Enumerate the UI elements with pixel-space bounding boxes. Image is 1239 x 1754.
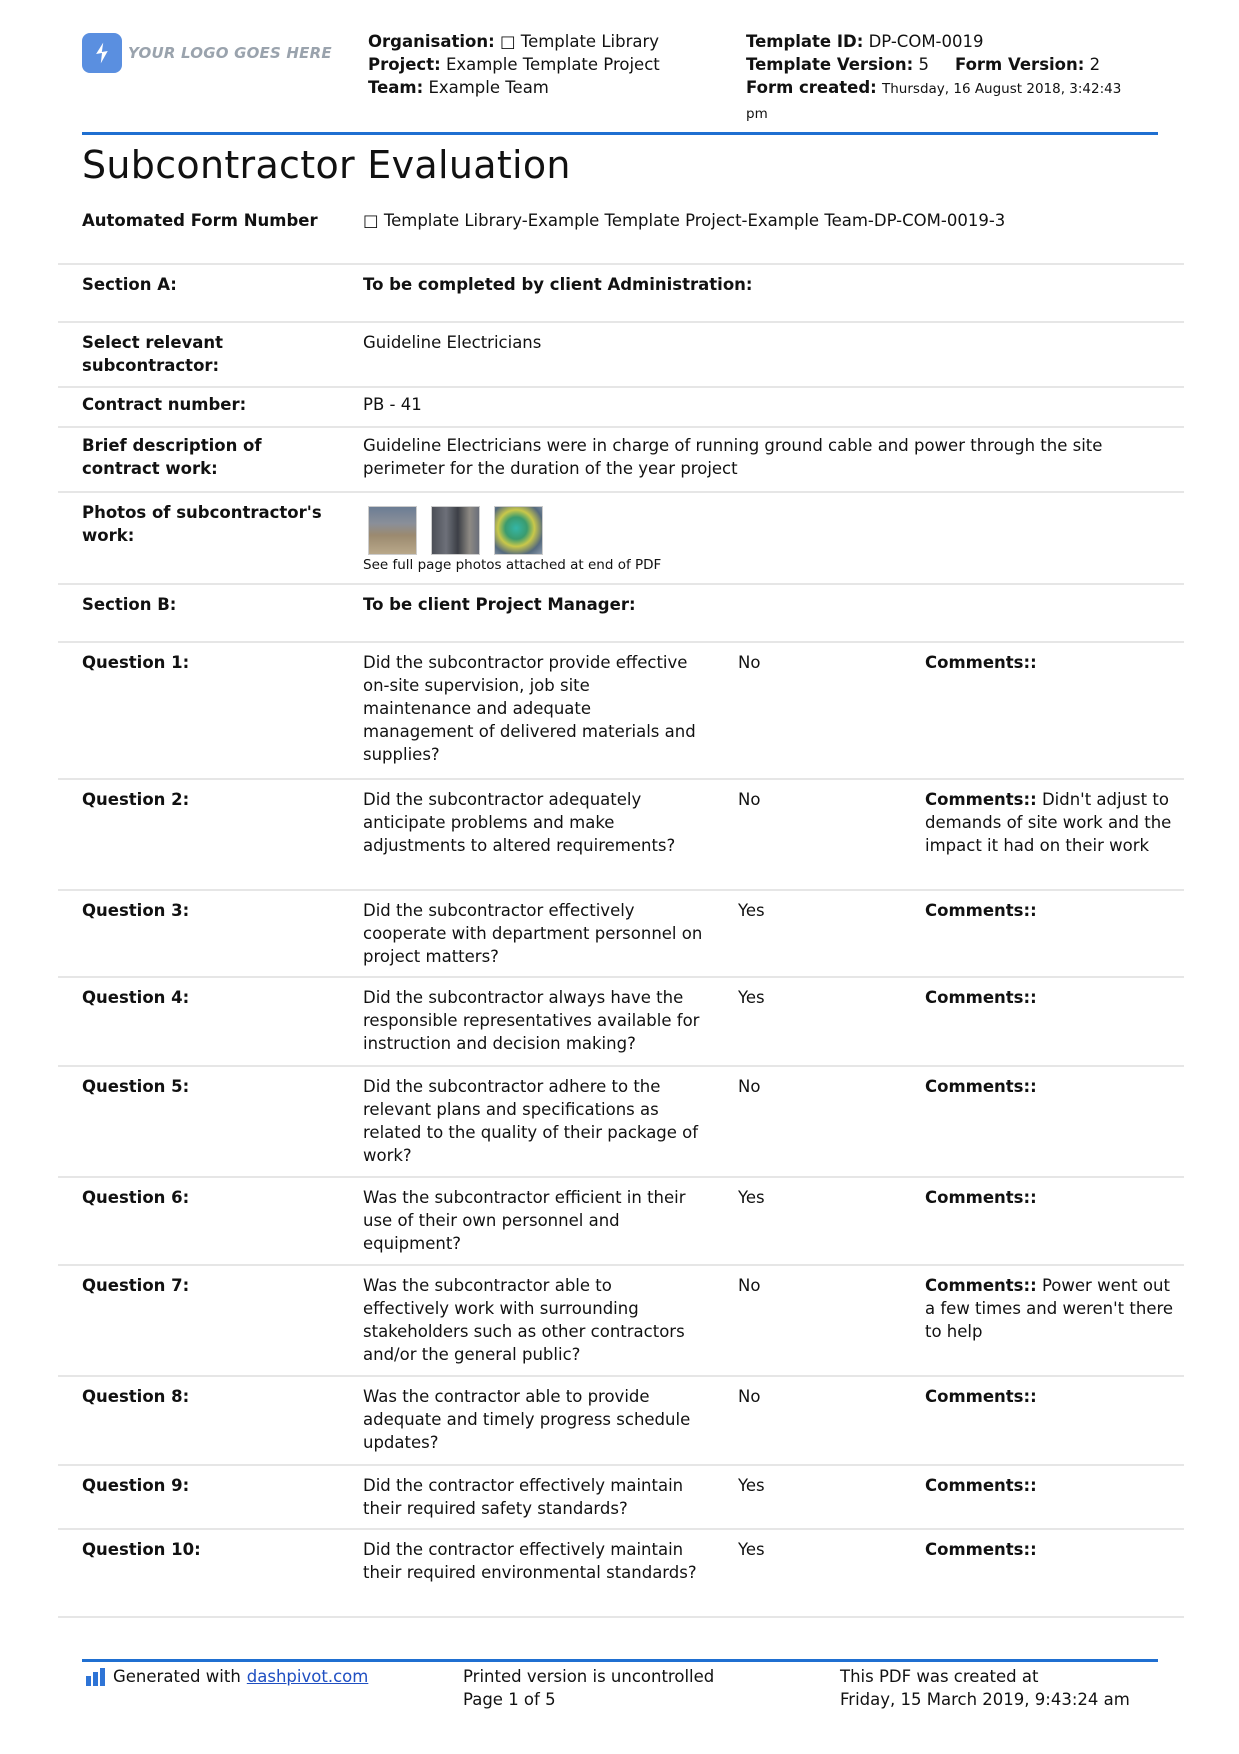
question-answer: Yes: [738, 1540, 765, 1559]
question-row-4: [58, 978, 1184, 1067]
question-text: Was the subcontractor able to effectively work with surrounding stakeholders such as other contractors and/or the general public?: [363, 1276, 685, 1364]
question-row-2: [58, 780, 1184, 891]
question-label: Question 10:: [82, 1540, 201, 1559]
company-logo: [82, 33, 332, 73]
template-info: [746, 30, 1146, 126]
generated-text: Generated with: [113, 1667, 241, 1686]
comments-label: Comments::: [925, 653, 1037, 672]
field-label: Brief description of contract work:: [82, 436, 262, 478]
comments-label: Comments::: [925, 1188, 1037, 1207]
field-value: PB - 41: [363, 395, 422, 414]
question-answer: Yes: [738, 1188, 765, 1207]
field-row-subcontractor: [58, 323, 1184, 388]
question-label: Question 4:: [82, 988, 190, 1007]
question-label: Question 2:: [82, 790, 190, 809]
photo-thumbnail[interactable]: [494, 506, 543, 555]
dashpivot-icon: [86, 1668, 105, 1686]
question-label: Question 6:: [82, 1188, 190, 1207]
question-comments: [925, 1274, 1175, 1343]
question-text: Did the subcontractor always have the responsible representatives available for instruction and decision making?: [363, 988, 700, 1053]
form-created-label: Form created:: [746, 78, 877, 97]
row-divider: [58, 1616, 1184, 1618]
comments-label: Comments::: [925, 1077, 1037, 1096]
form-version-value: 2: [1089, 55, 1101, 74]
question-row-10: [58, 1530, 1184, 1618]
comments-label: Comments::: [925, 1276, 1037, 1295]
field-value: Guideline Electricians: [363, 333, 542, 352]
comments-label: Comments::: [925, 901, 1037, 920]
project-label: Project:: [368, 55, 441, 74]
question-label: Question 9:: [82, 1476, 190, 1495]
photo-note: See full page photos attached at end of PDF: [363, 557, 662, 573]
question-comments: [925, 1385, 1175, 1408]
question-comments: [925, 986, 1175, 1009]
field-label: Select relevant subcontractor:: [82, 333, 224, 375]
template-id-value: DP-COM-0019: [868, 32, 984, 51]
organisation-info: [368, 30, 660, 99]
logo-text: YOUR LOGO GOES HERE: [128, 44, 332, 62]
team-value: Example Team: [428, 78, 549, 97]
footer-generated: [86, 1665, 368, 1688]
comments-text: Power went out a few times and weren't there to help: [925, 1276, 1174, 1341]
team-label: Team:: [368, 78, 424, 97]
organisation-value: □ Template Library: [499, 32, 660, 51]
question-text: Did the subcontractor effectively cooperate with department personnel on project matters?: [363, 901, 703, 966]
question-row-5: [58, 1067, 1184, 1178]
footer-page-info: [463, 1665, 714, 1711]
form-version-label: Form Version:: [954, 55, 1085, 74]
template-version-label: Template Version:: [746, 55, 914, 74]
form-created-value: Thursday, 16 August 2018, 3:42:43 pm: [746, 81, 1122, 122]
question-text: Did the contractor effectively maintain their required environmental standards?: [363, 1540, 697, 1582]
comments-label: Comments::: [925, 1387, 1037, 1406]
project-value: Example Template Project: [445, 55, 660, 74]
question-text: Did the subcontractor adhere to the relevant plans and specifications as related to the quality of their package of work?: [363, 1077, 699, 1165]
created-date: Friday, 15 March 2019, 9:43:24 am: [840, 1690, 1130, 1709]
field-value: □ Template Library-Example Template Project-Example Team-DP-COM-0019-3: [363, 211, 1006, 230]
header-divider: [82, 132, 1158, 135]
question-label: Question 5:: [82, 1077, 190, 1096]
template-id-label: Template ID:: [746, 32, 864, 51]
question-comments: [925, 1075, 1175, 1098]
field-label: Section B:: [82, 595, 177, 614]
question-label: Question 8:: [82, 1387, 190, 1406]
question-answer: No: [738, 653, 761, 672]
question-comments: [925, 651, 1175, 674]
question-row-6: [58, 1178, 1184, 1266]
comments-label: Comments::: [925, 1540, 1037, 1559]
page-number: Page 1 of 5: [463, 1690, 556, 1709]
question-row-3: [58, 891, 1184, 978]
organisation-label: Organisation:: [368, 32, 495, 51]
question-answer: No: [738, 1387, 761, 1406]
question-answer: Yes: [738, 1476, 765, 1495]
created-prefix: This PDF was created at: [840, 1667, 1039, 1686]
question-row-1: [58, 643, 1184, 780]
question-row-8: [58, 1377, 1184, 1466]
question-comments: [925, 899, 1175, 922]
question-answer: No: [738, 790, 761, 809]
footer-divider: [82, 1659, 1158, 1662]
question-comments: [925, 1538, 1175, 1561]
question-text: Did the subcontractor provide effective on-site supervision, job site maintenance and adequate management of delivered materials and supplies?: [363, 653, 696, 764]
photo-thumbnail[interactable]: [431, 506, 480, 555]
question-row-9: [58, 1466, 1184, 1530]
field-label: Section A:: [82, 275, 177, 294]
field-row-photos: [58, 493, 1184, 585]
uncontrolled-notice: Printed version is uncontrolled: [463, 1667, 715, 1686]
field-row-section-b: [58, 585, 1184, 643]
comments-label: Comments::: [925, 1476, 1037, 1495]
question-comments: [925, 1474, 1175, 1497]
question-label: Question 1:: [82, 653, 190, 672]
field-label: Contract number:: [82, 395, 247, 414]
question-row-7: [58, 1266, 1184, 1377]
question-label: Question 7:: [82, 1276, 190, 1295]
dashpivot-link[interactable]: dashpivot.com: [246, 1667, 369, 1686]
field-value: Guideline Electricians were in charge of running ground cable and power through the site perimeter for the duration of the year project: [363, 436, 1103, 478]
question-answer: No: [738, 1077, 761, 1096]
comments-text: Didn't adjust to demands of site work and the impact it had on their work: [925, 790, 1172, 855]
page-title: Subcontractor Evaluation: [82, 143, 571, 187]
footer-created: [840, 1665, 1130, 1711]
template-version-value: 5: [918, 55, 929, 74]
question-comments: [925, 788, 1175, 857]
question-text: Was the subcontractor efficient in their use of their own personnel and equipment?: [363, 1188, 686, 1253]
field-label: Automated Form Number: [82, 211, 318, 230]
question-comments: [925, 1186, 1175, 1209]
photo-thumbnail[interactable]: [368, 506, 417, 555]
field-row-section-a: [58, 265, 1184, 323]
question-text: Was the contractor able to provide adequate and timely progress schedule updates?: [363, 1387, 691, 1452]
logo-icon: [82, 33, 122, 73]
comments-label: Comments::: [925, 790, 1037, 809]
question-answer: Yes: [738, 988, 765, 1007]
field-row-contract-number: [58, 388, 1184, 428]
photo-gallery: [368, 506, 543, 555]
question-label: Question 3:: [82, 901, 190, 920]
field-value: To be client Project Manager:: [363, 595, 636, 614]
field-label: Photos of subcontractor's work:: [82, 503, 322, 545]
question-text: Did the subcontractor adequately anticipate problems and make adjustments to altered requirements?: [363, 790, 676, 855]
comments-label: Comments::: [925, 988, 1037, 1007]
question-answer: No: [738, 1276, 761, 1295]
field-value: To be completed by client Administration:: [363, 275, 753, 294]
field-row-description: [58, 428, 1184, 493]
question-text: Did the contractor effectively maintain their required safety standards?: [363, 1476, 684, 1518]
question-answer: Yes: [738, 901, 765, 920]
field-row-form-number: [58, 205, 1184, 265]
